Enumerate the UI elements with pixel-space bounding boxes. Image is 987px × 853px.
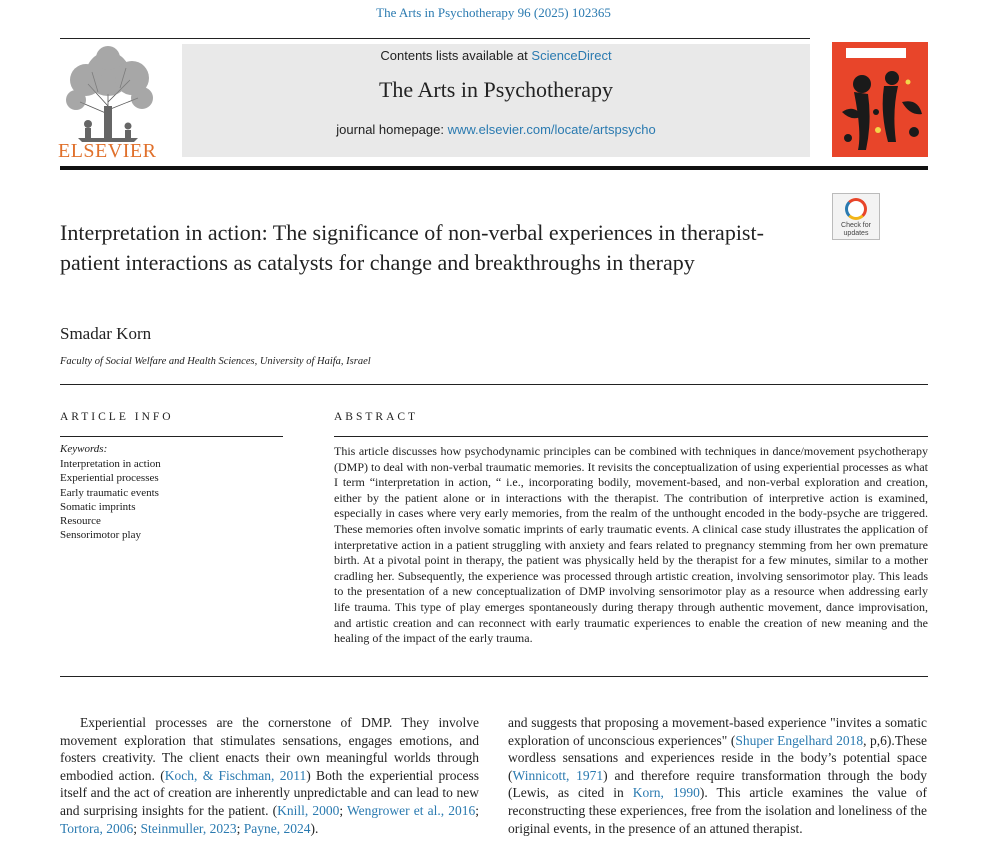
- citation-link[interactable]: Shuper Engelhard 2018: [735, 732, 864, 748]
- keyword-item: Resource: [60, 515, 101, 528]
- citation-separator: ;: [133, 820, 141, 836]
- journal-cover-image[interactable]: [832, 42, 928, 157]
- citation-link[interactable]: Steinmuller, 2023: [140, 820, 237, 836]
- citation-separator: ;: [236, 820, 244, 836]
- abstract-text: This article discusses how psychodynamic principles can be combined with techniques in dance/movement psychotherapy (DMP) to deal with non-verbal traumatic memories. It revisits the conceptualization of using experiential processes as what I term “interpretation in action, “ i.e., incorporating bodily, movement-based, and non-verbal exploration and creation, either by the patient alone or in interactions with the therapist. The contribution of interpretive action is examined, especially in cases where very early memories, from the realm of the unthought encoded in the body-psyche are triggered. These memories often involve somatic imprints of early traumatic events. A clinical case study illustrates the application of interpretative action in a patient struggling with anxiety and fears related to pregnancy stemming from her own premature birth. At a pivotal point in therapy, the patient was physically held by the therapist for a few minutes, similar to a mother cradling her. Subsequently, the experience was processed through artistic creation, involving sensorimotor play. This leads to the presentation of a new conceptualization of DMP involving sensorimotor play as a resource when addressing early life trauma. This type of play emerges spontaneously during therapy through authentic movement, dance improvisation, and artistic creation and can reconnect with early traumatic experiences to enable the creation of new meaning and the healing of the impact of the early trauma.: [334, 444, 928, 646]
- masthead-bottom-rule: [60, 166, 928, 170]
- keyword-item: Experiential processes: [60, 472, 159, 485]
- elsevier-wordmark: ELSEVIER: [58, 140, 157, 162]
- masthead-top-rule: [60, 38, 810, 39]
- body-text: Experiential processes are the cornerstone of DMP. They involve movement exploration that stimulates sensations, engages emotions, and fosters creativity. The client enacts their own meaningful worlds through embodied action. (: [60, 715, 479, 783]
- check-for-updates-button[interactable]: [832, 193, 880, 240]
- author-affiliation: Faculty of Social Welfare and Health Sciences, University of Haifa, Israel: [60, 356, 371, 367]
- article-info-rule: [60, 436, 283, 437]
- article-info-heading: ARTICLE INFO: [60, 411, 174, 423]
- section-divider: [60, 676, 928, 677]
- citation-link[interactable]: Tortora, 2006: [60, 820, 134, 836]
- keywords-label: Keywords:: [60, 443, 108, 455]
- citation-link[interactable]: Korn, 1990: [632, 785, 700, 801]
- body-text: ).: [310, 820, 319, 836]
- article-title: Interpretation in action: The significance of non-verbal experiences in therapist-patient interactions as catalysts for change and breakthroughs in therapy: [60, 220, 764, 275]
- body-column-right: [508, 714, 927, 837]
- citation-link[interactable]: Winnicott, 1971: [512, 767, 604, 783]
- body-text: ). This article examines the value of reconstructing these experiences, free from the isolation and loneliness of the original events, in the presence of an attuned therapist.: [508, 785, 927, 836]
- citation-link[interactable]: Wengrower et al., 2016: [347, 802, 476, 818]
- citation-link[interactable]: Koch, & Fischman, 2011: [164, 767, 307, 783]
- check-updates-label: Check for updates: [841, 222, 871, 237]
- keywords-list: [60, 457, 161, 543]
- keyword-item: Interpretation in action: [60, 458, 161, 470]
- contents-prefix: Contents lists available at: [380, 48, 532, 63]
- homepage-prefix: journal homepage:: [336, 122, 448, 137]
- citation-separator: ;: [339, 802, 347, 818]
- keyword-item: Somatic imprints: [60, 500, 136, 513]
- contents-availability: [182, 48, 810, 63]
- homepage-link[interactable]: www.elsevier.com/locate/artspsycho: [447, 122, 656, 137]
- keyword-item: Early traumatic events: [60, 486, 159, 499]
- keyword-item: Sensorimotor play: [60, 529, 141, 542]
- body-text: ) Both the experiential process itself and the act of creation are inherently unpredictable and can lead to new and surprising insights for the patient. (: [60, 767, 479, 818]
- section-divider: [60, 384, 928, 385]
- body-text: and suggests that proposing a movement-based experience "invites a somatic exploration of unconscious experiences" (: [508, 715, 927, 748]
- author-name[interactable]: Smadar Korn: [60, 324, 152, 343]
- abstract-heading: ABSTRACT: [334, 411, 419, 423]
- body-column-left: [60, 714, 479, 837]
- journal-homepage: [182, 122, 810, 137]
- journal-citation[interactable]: The Arts in Psychotherapy 96 (2025) 102365: [376, 5, 611, 20]
- journal-title: The Arts in Psychotherapy: [378, 77, 614, 102]
- citation-link[interactable]: Payne, 2024: [243, 820, 311, 836]
- body-text: ) and therefore require transformation through the body (Lewis, as cited in: [508, 767, 927, 801]
- body-text: , p,6).These wordless sensations and experiences reside in the body’s potential space (: [508, 732, 927, 783]
- crossmark-icon: [845, 198, 867, 220]
- citation-link[interactable]: Knill, 2000: [277, 802, 340, 818]
- citation-separator: ;: [475, 802, 480, 818]
- journal-masthead: [182, 44, 810, 157]
- abstract-rule: [334, 436, 928, 437]
- sciencedirect-link[interactable]: ScienceDirect: [531, 48, 612, 63]
- cover-artwork-icon: [832, 42, 928, 157]
